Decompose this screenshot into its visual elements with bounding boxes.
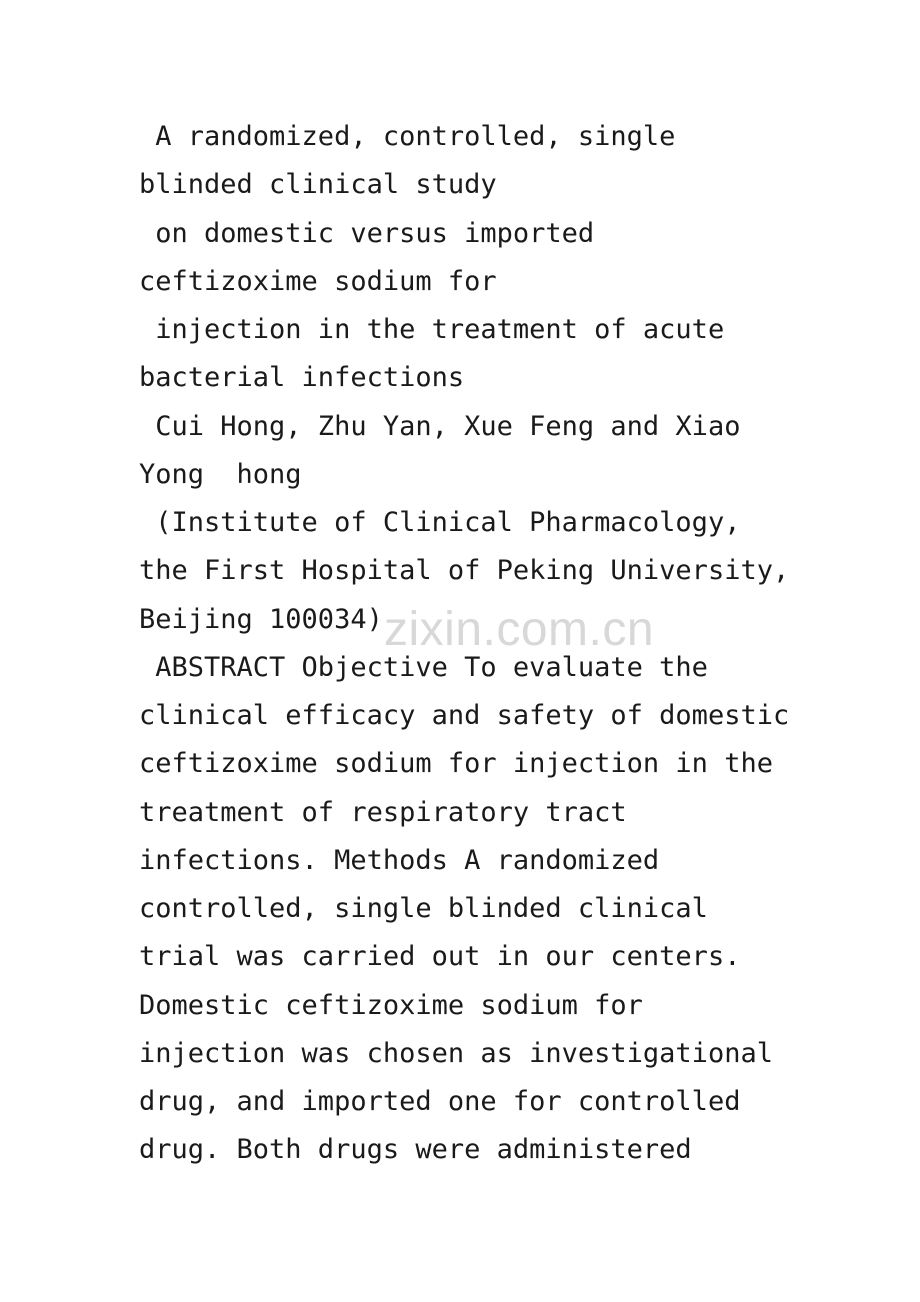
abstract-line-1: ABSTRACT Objective To evaluate the xyxy=(139,651,708,683)
abstract-line-10: drug, and imported one for controlled xyxy=(139,1086,741,1117)
title-line-6: bacterial infections xyxy=(139,362,465,394)
affiliation-line-2: the First Hospital of Peking University, xyxy=(139,555,790,587)
document-body xyxy=(139,113,789,1175)
title-line-1: A randomized, controlled, single xyxy=(139,121,676,152)
title-line-2: blinded clinical study xyxy=(139,169,497,201)
abstract-line-6: controlled, single blinded clinical xyxy=(139,893,708,924)
abstract-line-9: injection was chosen as investigational xyxy=(139,1037,773,1069)
abstract-line-8: Domestic ceftizoxime sodium for xyxy=(139,989,643,1021)
title-line-5: injection in the treatment of acute xyxy=(139,314,725,345)
abstract-line-7: trial was carried out in our centers. xyxy=(139,941,741,973)
authors-line-2: Yong hong xyxy=(139,458,302,490)
affiliation-line-3: Beijing 100034) xyxy=(139,603,383,635)
title-line-4: ceftizoxime sodium for xyxy=(139,265,497,297)
watermark: zixin.com.cn xyxy=(384,603,655,656)
authors-line-1: Cui Hong, Zhu Yan, Xue Feng and Xiao xyxy=(139,410,741,442)
abstract-line-5: infections. Methods A randomized xyxy=(139,844,660,876)
abstract-line-3: ceftizoxime sodium for injection in the xyxy=(139,748,773,780)
abstract-line-11: drug. Both drugs were administered xyxy=(139,1134,692,1166)
affiliation-line-1: (Institute of Clinical Pharmacology, xyxy=(139,507,741,538)
title-line-3: on domestic versus imported xyxy=(139,217,595,249)
abstract-line-4: treatment of respiratory tract xyxy=(139,796,627,828)
abstract-line-2: clinical efficacy and safety of domestic xyxy=(139,700,790,731)
